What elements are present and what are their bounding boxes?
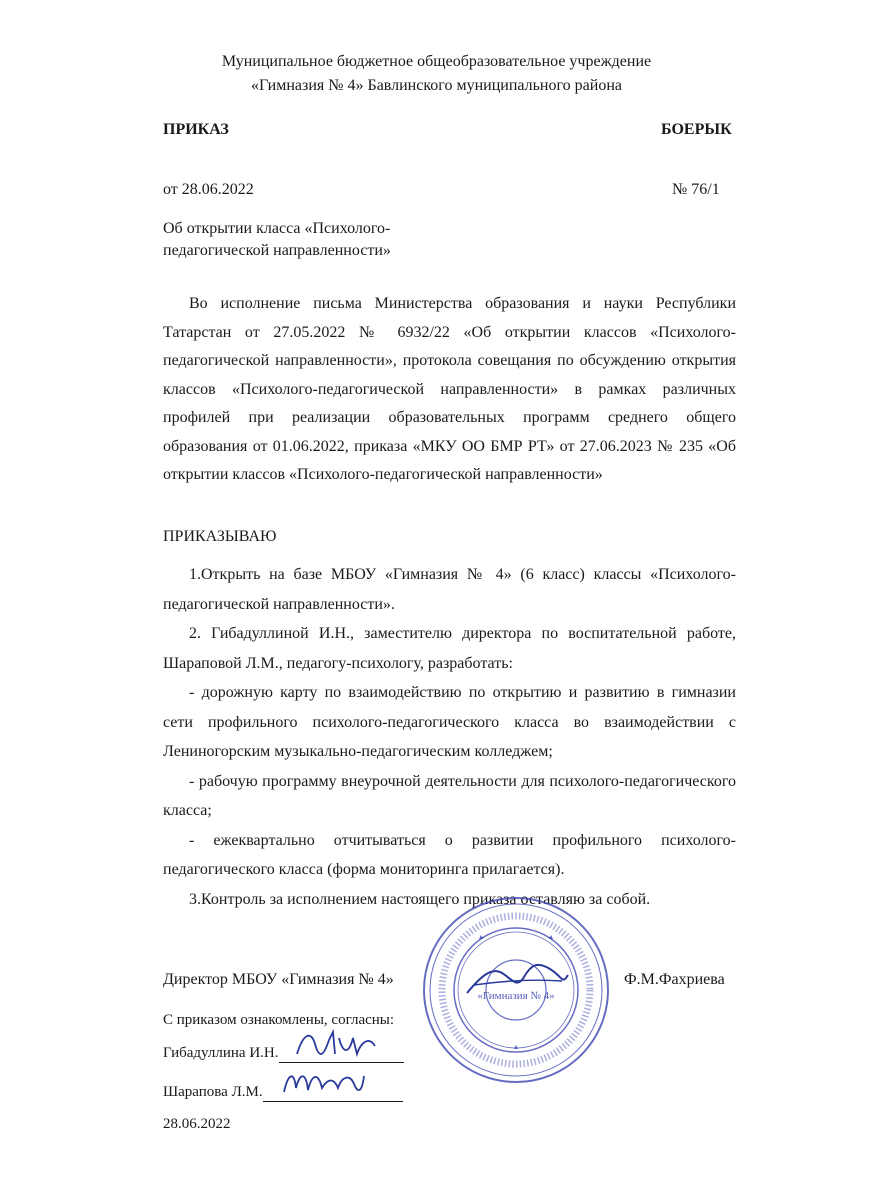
institution-name-line2: «Гимназия № 4» Бавлинского муниципального района (251, 77, 622, 94)
decree-item-2: 2. Гибадуллиной И.Н., заместителю директора по воспитательной работе, Шараповой Л.М., педагогу-психологу, разработать: (163, 625, 736, 672)
decree-item-1: 1.Открыть на базе МБОУ «Гимназия № 4» (6 класс) классы «Психолого-педагогической направленности». (163, 566, 736, 613)
acknowledgement-date: 28.06.2022 (163, 1116, 231, 1132)
person-2-signature-icon (278, 1062, 368, 1102)
order-title-ru: ПРИКАЗ (163, 121, 229, 138)
stamp-center-text: «Гимназия № 4» (477, 990, 555, 1002)
director-title: Директор МБОУ «Гимназия № 4» (163, 971, 394, 988)
institution-name-line1: Муниципальное бюджетное общеобразовательное учреждение (221, 53, 652, 70)
decree-items (163, 560, 736, 914)
director-name: Ф.М.Фахриева (624, 971, 725, 988)
decree-item-2c: - ежеквартально отчитываться о развитии профильного психолого-педагогического класса (форма мониторинга прилагается). (163, 831, 736, 878)
order-number: № 76/1 (672, 181, 720, 198)
order-subject-line1: Об открытии класса «Психолого- (163, 220, 391, 237)
order-title-tt: БОЕРЫК (661, 121, 732, 138)
person-1-name: Гибадуллина И.Н. (163, 1045, 279, 1061)
preamble-paragraph: Во исполнение письма Министерства образования и науки Республики Татарстан от 27.05.2022 № 6932/22 «Об открытии классов «Психолого-педагогической направленности», протокола совещания по обсуждению открытия классов «Психолого-педагогической направленности» в рамках различных профилей при реализации образовательных программ среднего общего образования от 01.06.2022, приказа «МКУ ОО БМР РТ» от 27.06.2023 № 235 «Об открытии классов «Психолого-педагогической направленности» (163, 295, 736, 483)
director-signature-icon (462, 955, 572, 1005)
decree-item-3: 3.Контроль за исполнением настоящего приказа оставляю за собой. (189, 890, 651, 908)
person-2-name: Шарапова Л.М. (163, 1084, 263, 1100)
decree-word: ПРИКАЗЫВАЮ (163, 528, 277, 545)
order-subject-line2: педагогической направленности» (163, 242, 391, 259)
acknowledgement-intro: С приказом ознакомлены, согласны: (163, 1012, 395, 1028)
decree-item-2a: - дорожную карту по взаимодействию по открытию и развитию в гимназии сети профильного психолого-педагогического класса во взаимодействии с Лениногорским музыкально-педагогическим колледжем; (163, 684, 736, 760)
order-date: от 28.06.2022 (163, 181, 254, 198)
decree-item-2b: - рабочую программу внеурочной деятельности для психолого-педагогического класса; (163, 772, 736, 819)
person-1-signature-icon (293, 1024, 383, 1064)
